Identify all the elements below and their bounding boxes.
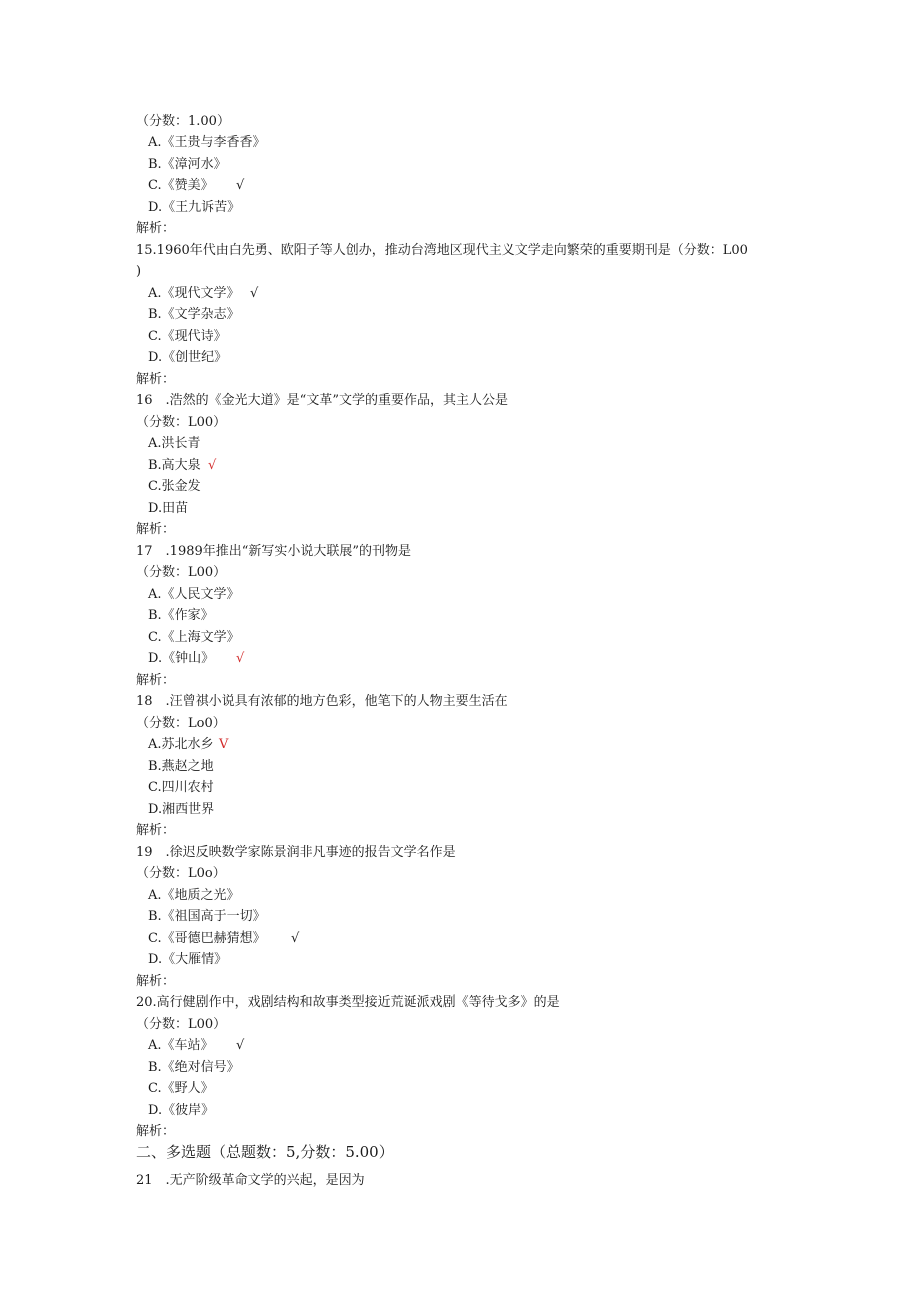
q17-option-c: C.《上海文学》 xyxy=(148,630,240,645)
q20-option-a: A.《车站》 xyxy=(148,1038,214,1053)
q14-option-a: A.《王贵与李香香》 xyxy=(148,135,266,150)
q18-score: （分数：Lo0） xyxy=(136,716,226,731)
q19-question: 19 .徐迟反映数学家陈景润非凡事迹的报告文学名作是 xyxy=(136,845,456,860)
q14-option-c: C.《赞美》 xyxy=(148,178,214,193)
q19-option-b: B.《祖国高于一切》 xyxy=(148,909,266,924)
q17-option-b: B.《作家》 xyxy=(148,608,214,623)
q19-score: （分数：L0o） xyxy=(136,866,226,881)
q18-option-c: C.四川农村 xyxy=(148,780,214,795)
q14-score: （分数：1.00） xyxy=(136,114,230,129)
q19-check-mark: √ xyxy=(291,931,300,946)
q18-option-d: D.湘西世界 xyxy=(148,802,215,817)
q15-option-b: B.《文学杂志》 xyxy=(148,307,240,322)
q18-analysis: 解析： xyxy=(136,823,176,838)
q14-option-d: D.《王九诉苦》 xyxy=(148,200,241,215)
q20-analysis: 解析： xyxy=(136,1124,176,1139)
q15-option-c: C.《现代诗》 xyxy=(148,329,227,344)
q19-option-c: C.《哥德巴赫猜想》 xyxy=(148,931,266,946)
q18-check-mark: V xyxy=(219,737,229,752)
q15-option-a: A.《现代文学》 xyxy=(148,286,240,301)
q16-option-c: C.张金发 xyxy=(148,479,201,494)
q19-option-a: A.《地质之光》 xyxy=(148,888,240,903)
q20-score: （分数：L00） xyxy=(136,1017,227,1032)
q17-option-d: D.《钟山》 xyxy=(148,651,215,666)
q16-score: （分数：L00） xyxy=(136,415,227,430)
q19-analysis: 解析： xyxy=(136,974,176,989)
q14-analysis: 解析： xyxy=(136,221,176,236)
q16-option-a: A.洪长青 xyxy=(148,436,201,451)
q15-option-d: D.《创世纪》 xyxy=(148,350,228,365)
section-heading-multiple-choice: 二、多选题（总题数：5,分数：5.00） xyxy=(136,1143,394,1161)
q17-option-a: A.《人民文学》 xyxy=(148,587,240,602)
q15-analysis: 解析： xyxy=(136,372,176,387)
q21-question: 21 .无产阶级革命文学的兴起，是因为 xyxy=(136,1173,365,1188)
q17-analysis: 解析： xyxy=(136,673,176,688)
q18-option-a: A.苏北水乡 xyxy=(148,737,214,752)
q18-question: 18 .汪曾祺小说具有浓郁的地方色彩，他笔下的人物主要生活在 xyxy=(136,694,508,709)
q17-check-mark: √ xyxy=(236,651,245,666)
q16-check-mark: √ xyxy=(208,458,217,473)
q17-question: 17 .1989年推出“新写实小说大联展”的刊物是 xyxy=(136,544,412,559)
q20-option-b: B.《绝对信号》 xyxy=(148,1060,240,1075)
q14-option-b: B.《漳河水》 xyxy=(148,157,227,172)
q16-option-d: D.田苗 xyxy=(148,501,189,516)
q17-score: （分数：L00） xyxy=(136,565,227,580)
q14-check-mark: √ xyxy=(236,178,245,193)
q19-option-d: D.《大雁情》 xyxy=(148,952,228,967)
q15-question: 15.1960年代由白先勇、欧阳子等人创办，推动台湾地区现代主义文学走向繁荣的重要期刊是（分数：L00 xyxy=(136,243,748,258)
q20-option-c: C.《野人》 xyxy=(148,1081,214,1096)
q15-check-mark: √ xyxy=(250,286,259,301)
q16-question: 16 .浩然的《金光大道》是“文革”文学的重要作品，其主人公是 xyxy=(136,393,508,408)
q16-option-b: B.高大泉 xyxy=(148,458,201,473)
q18-option-b: B.燕赵之地 xyxy=(148,759,214,774)
q20-question: 20.高行健剧作中，戏剧结构和故事类型接近荒诞派戏剧《等待戈多》的是 xyxy=(136,995,560,1010)
q15-question-cont: ) xyxy=(136,264,142,279)
q20-check-mark: √ xyxy=(236,1038,245,1053)
q16-analysis: 解析： xyxy=(136,522,176,537)
q20-option-d: D.《彼岸》 xyxy=(148,1103,215,1118)
